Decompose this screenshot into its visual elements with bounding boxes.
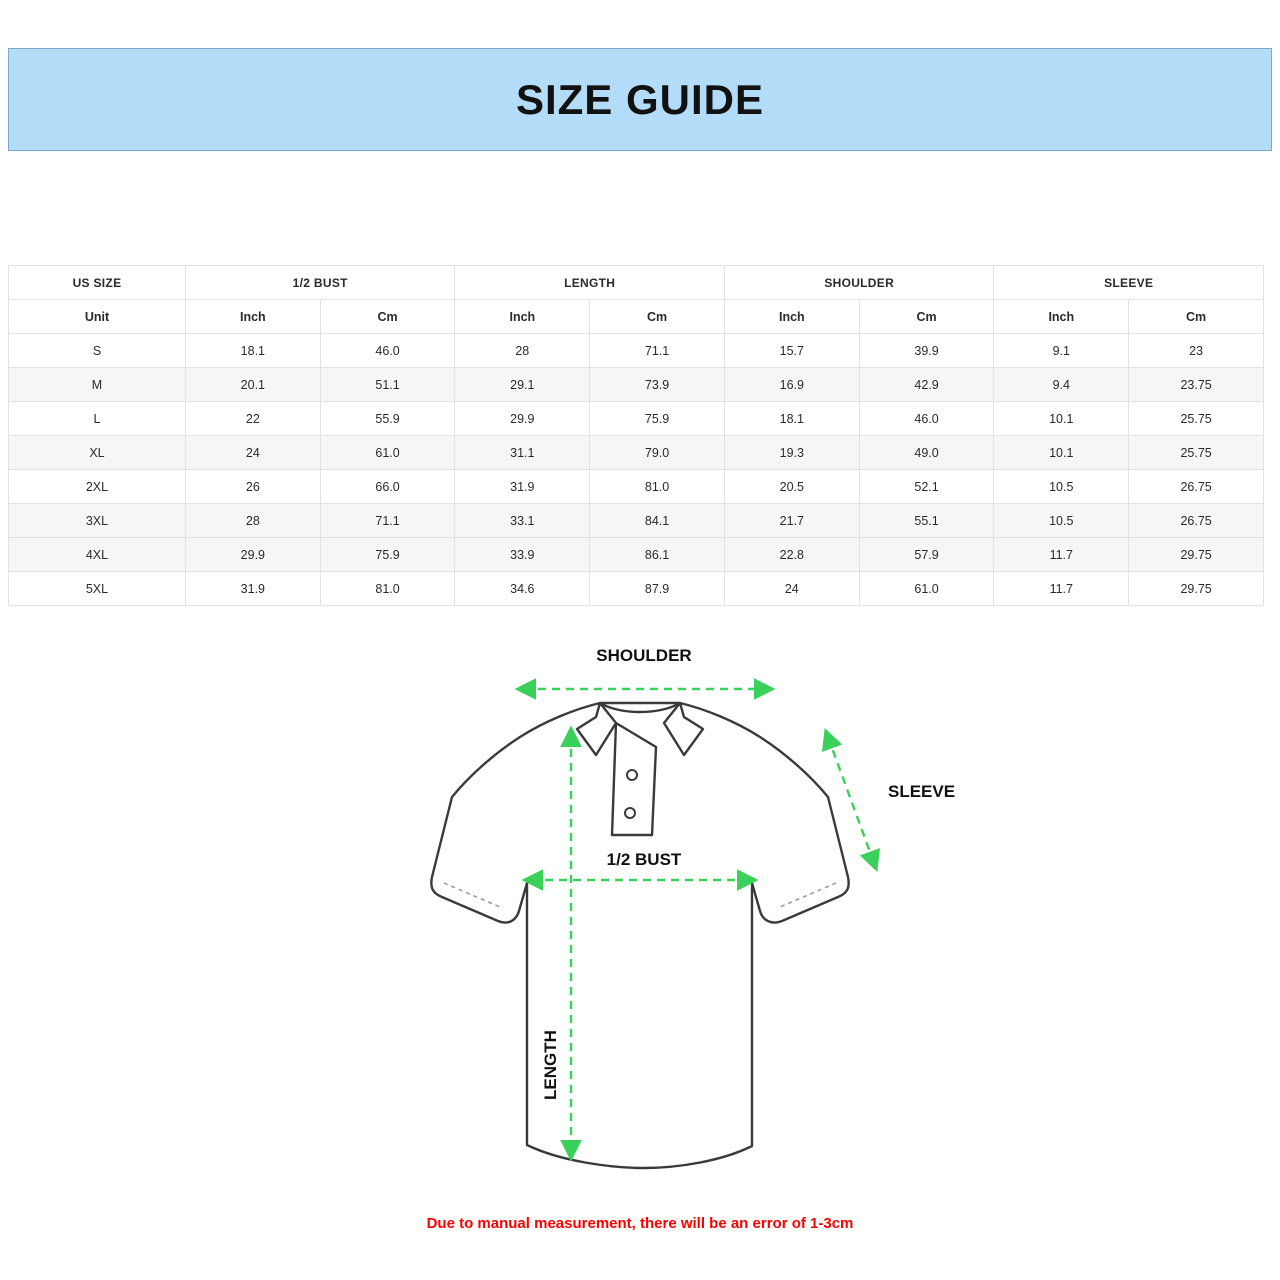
row-cell: 11.7 <box>994 538 1129 572</box>
table-col-sleeve: SLEEVE <box>994 266 1264 300</box>
unit-cell: Cm <box>320 300 455 334</box>
row-cell: 26.75 <box>1129 470 1264 504</box>
row-cell: 26.75 <box>1129 504 1264 538</box>
row-cell: 75.9 <box>590 402 725 436</box>
row-cell: 61.0 <box>320 436 455 470</box>
row-cell: 10.5 <box>994 504 1129 538</box>
row-cell: 25.75 <box>1129 436 1264 470</box>
row-cell: 29.1 <box>455 368 590 402</box>
unit-cell: Cm <box>1129 300 1264 334</box>
table-row <box>9 470 1264 504</box>
row-cell: 86.1 <box>590 538 725 572</box>
row-size-label: M <box>9 368 186 402</box>
row-cell: 25.75 <box>1129 402 1264 436</box>
row-cell: 49.0 <box>859 436 994 470</box>
table-row <box>9 402 1264 436</box>
shoulder-label: SHOULDER <box>596 646 692 665</box>
table-head <box>9 266 1264 300</box>
row-cell: 26 <box>185 470 320 504</box>
row-cell: 42.9 <box>859 368 994 402</box>
row-cell: 29.9 <box>455 402 590 436</box>
row-cell: 31.9 <box>455 470 590 504</box>
row-cell: 18.1 <box>185 334 320 368</box>
polo-shirt-outline <box>431 703 848 1168</box>
row-cell: 71.1 <box>320 504 455 538</box>
row-cell: 21.7 <box>724 504 859 538</box>
table-row <box>9 538 1264 572</box>
row-cell: 28 <box>455 334 590 368</box>
table-col-length: LENGTH <box>455 266 725 300</box>
table-unit-row <box>9 300 1264 334</box>
row-cell: 55.9 <box>320 402 455 436</box>
unit-cell: Cm <box>590 300 725 334</box>
row-cell: 75.9 <box>320 538 455 572</box>
row-cell: 16.9 <box>724 368 859 402</box>
unit-cell: Inch <box>185 300 320 334</box>
sleeve-label: SLEEVE <box>888 782 956 801</box>
table-row <box>9 436 1264 470</box>
row-size-label: 5XL <box>9 572 186 606</box>
table-col-us-size: US SIZE <box>9 266 186 300</box>
row-cell: 20.5 <box>724 470 859 504</box>
row-cell: 15.7 <box>724 334 859 368</box>
polo-measurement-illustration <box>0 625 1280 1225</box>
length-label: LENGTH <box>541 1030 560 1100</box>
table-col-half-bust: 1/2 BUST <box>185 266 454 300</box>
row-size-label: L <box>9 402 186 436</box>
unit-cell: Inch <box>455 300 590 334</box>
table-col-shoulder: SHOULDER <box>724 266 993 300</box>
row-cell: 51.1 <box>320 368 455 402</box>
half-bust-label: 1/2 BUST <box>606 850 682 869</box>
size-table <box>8 265 1264 606</box>
measurement-note: Due to manual measurement, there will be an error of 1-3cm <box>426 1215 854 1232</box>
unit-cell: Inch <box>724 300 859 334</box>
table-group-header-row <box>9 266 1264 300</box>
row-cell: 10.1 <box>994 402 1129 436</box>
row-cell: 29.75 <box>1129 572 1264 606</box>
row-size-label: 3XL <box>9 504 186 538</box>
row-cell: 55.1 <box>859 504 994 538</box>
table-row <box>9 368 1264 402</box>
row-cell: 87.9 <box>590 572 725 606</box>
row-cell: 52.1 <box>859 470 994 504</box>
row-cell: 81.0 <box>320 572 455 606</box>
row-cell: 31.9 <box>185 572 320 606</box>
row-cell: 24 <box>185 436 320 470</box>
row-cell: 31.1 <box>455 436 590 470</box>
row-cell: 23.75 <box>1129 368 1264 402</box>
row-cell: 10.1 <box>994 436 1129 470</box>
row-cell: 18.1 <box>724 402 859 436</box>
row-cell: 33.1 <box>455 504 590 538</box>
unit-label: Unit <box>9 300 186 334</box>
row-cell: 20.1 <box>185 368 320 402</box>
row-cell: 33.9 <box>455 538 590 572</box>
row-cell: 81.0 <box>590 470 725 504</box>
row-cell: 71.1 <box>590 334 725 368</box>
row-size-label: XL <box>9 436 186 470</box>
row-cell: 66.0 <box>320 470 455 504</box>
row-cell: 39.9 <box>859 334 994 368</box>
row-size-label: 4XL <box>9 538 186 572</box>
table-row <box>9 572 1264 606</box>
row-cell: 22 <box>185 402 320 436</box>
row-cell: 46.0 <box>320 334 455 368</box>
row-cell: 73.9 <box>590 368 725 402</box>
row-cell: 23 <box>1129 334 1264 368</box>
page-title: SIZE GUIDE <box>515 75 765 123</box>
row-cell: 11.7 <box>994 572 1129 606</box>
row-cell: 22.8 <box>724 538 859 572</box>
row-cell: 10.5 <box>994 470 1129 504</box>
row-size-label: 2XL <box>9 470 186 504</box>
row-cell: 9.4 <box>994 368 1129 402</box>
row-cell: 9.1 <box>994 334 1129 368</box>
unit-cell: Cm <box>859 300 994 334</box>
row-cell: 61.0 <box>859 572 994 606</box>
table-row <box>9 334 1264 368</box>
row-size-label: S <box>9 334 186 368</box>
row-cell: 24 <box>724 572 859 606</box>
row-cell: 57.9 <box>859 538 994 572</box>
row-cell: 29.9 <box>185 538 320 572</box>
table-row <box>9 504 1264 538</box>
row-cell: 79.0 <box>590 436 725 470</box>
unit-cell: Inch <box>994 300 1129 334</box>
row-cell: 29.75 <box>1129 538 1264 572</box>
table-body <box>9 300 1264 606</box>
size-table-container <box>8 265 1264 606</box>
row-cell: 28 <box>185 504 320 538</box>
row-cell: 34.6 <box>455 572 590 606</box>
row-cell: 84.1 <box>590 504 725 538</box>
row-cell: 46.0 <box>859 402 994 436</box>
page-banner <box>8 48 1272 151</box>
row-cell: 19.3 <box>724 436 859 470</box>
